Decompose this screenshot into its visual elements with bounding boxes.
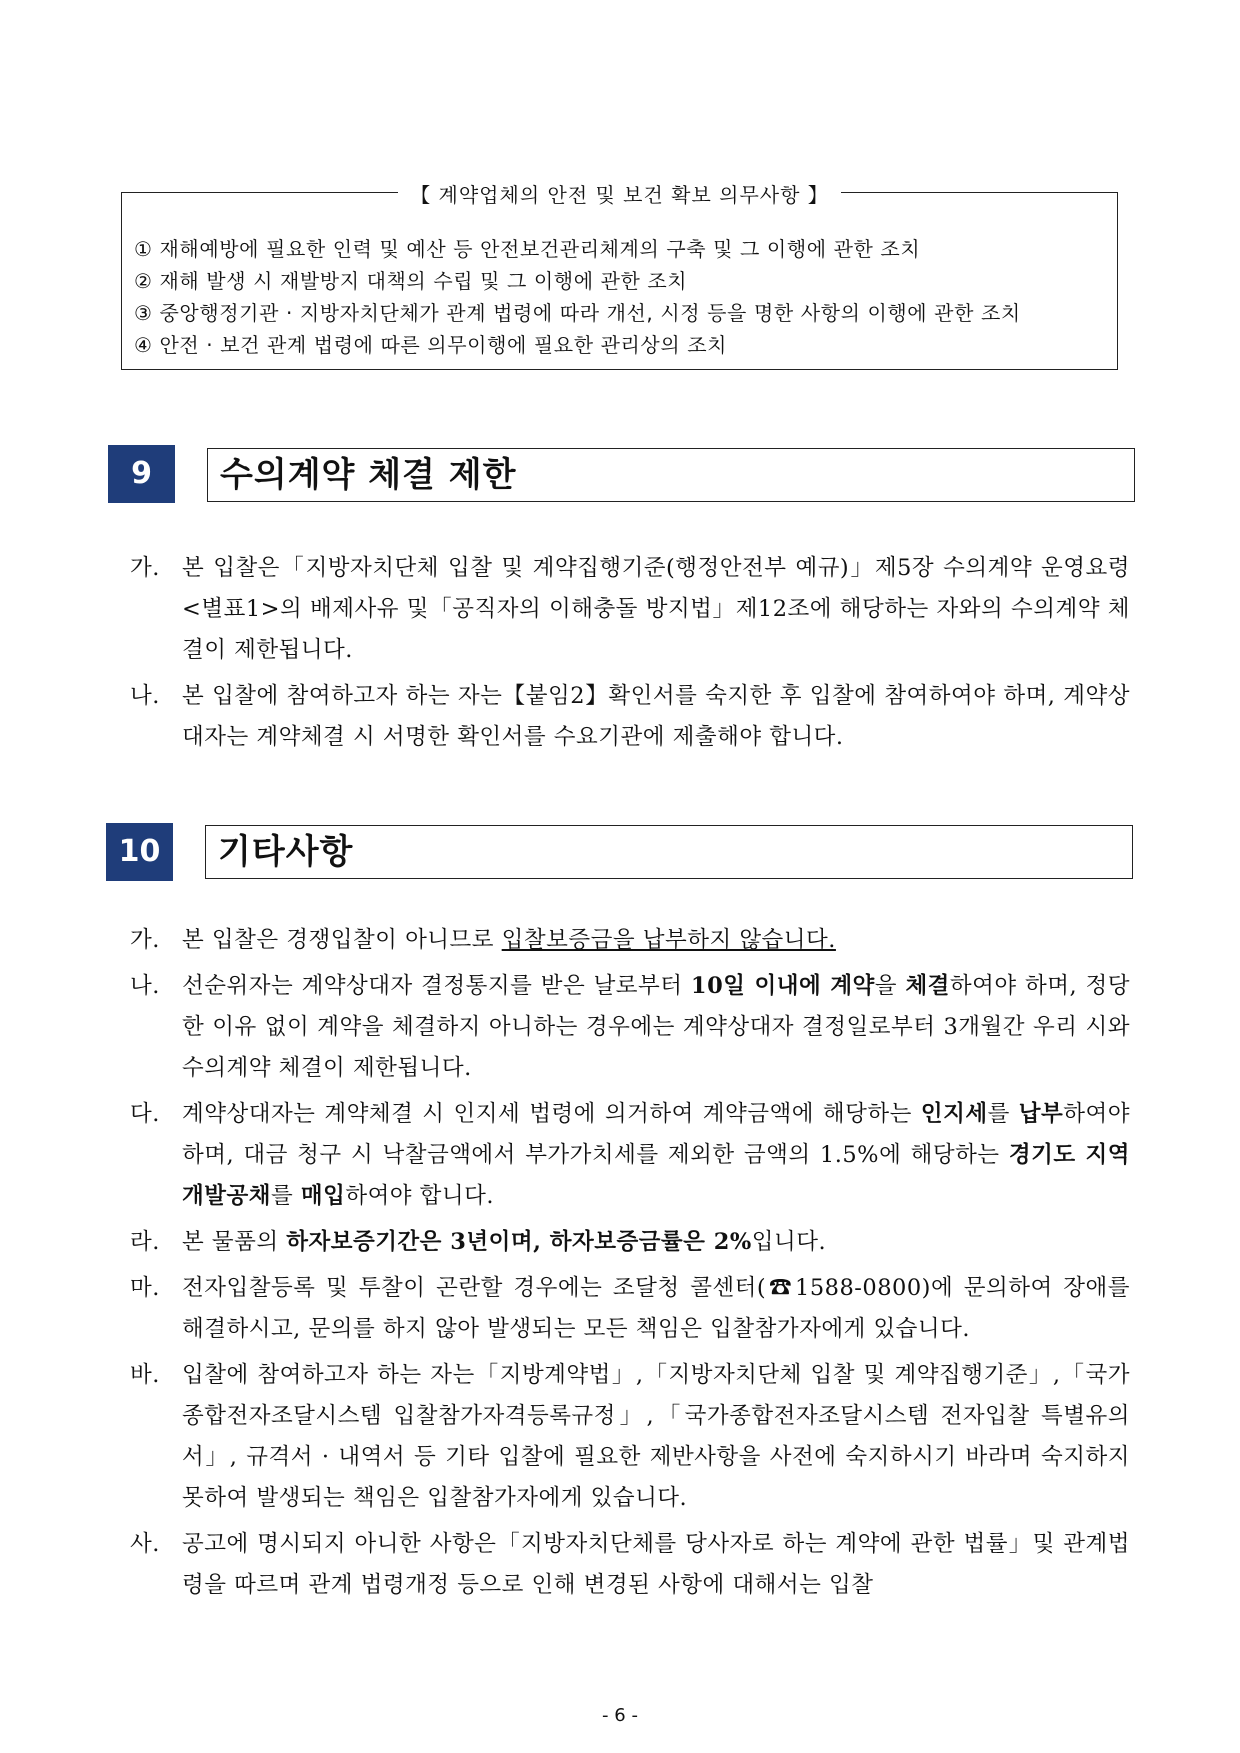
list-item xyxy=(130,1094,1130,1217)
item-marker: 마. xyxy=(130,1275,160,1301)
item-text: 하여야 하며, 대금 청구 시 낙찰금액에서 부가가치세를 제외한 금액의 1.5%에 해당하는 xyxy=(182,1101,1130,1168)
list-item xyxy=(130,1524,1130,1606)
item-text: 본 물품의 xyxy=(182,1229,287,1255)
item-marker: 나. xyxy=(130,973,160,999)
underlined-text: 입찰보증금을 납부하지 않습니다. xyxy=(501,927,836,953)
bold-text: 하자보증기간은 3년이며, 하자보증금률은 2% xyxy=(286,1229,752,1255)
bold-text: 체결 xyxy=(905,973,950,999)
bold-text: 납부 xyxy=(1018,1101,1064,1127)
section-9-title: 수의계약 체결 제한 xyxy=(207,448,1135,502)
item-marker: 가. xyxy=(130,927,160,953)
list-item xyxy=(130,1222,1130,1263)
item-marker: 바. xyxy=(130,1362,160,1388)
list-item xyxy=(130,548,1130,671)
item-text: 전자입찰등록 및 투찰이 곤란할 경우에는 조달청 콜센터(☎1588-0800)에 문의하여 장애를 해결하시고, 문의를 하지 않아 발생되는 모든 책임은 입찰참가자에게 있습니다. xyxy=(182,1275,1130,1342)
bold-text: 매입 xyxy=(300,1183,346,1209)
bold-text: 인지세 xyxy=(920,1101,988,1127)
item-text: 본 입찰에 참여하고자 하는 자는【붙임2】확인서를 숙지한 후 입찰에 참여하여야 하며, 계약상대자는 계약체결 시 서명한 확인서를 수요기관에 제출해야 합니다. xyxy=(182,683,1130,750)
item-marker: 사. xyxy=(130,1531,160,1557)
list-item xyxy=(130,920,1130,961)
list-item xyxy=(130,1355,1130,1519)
list-item xyxy=(130,966,1130,1089)
item-text: 하여야 합니다. xyxy=(345,1183,495,1209)
section-10-title: 기타사항 xyxy=(205,825,1133,879)
bold-text: 경기도 지역개발공채 xyxy=(182,1142,1130,1209)
item-marker: 나. xyxy=(130,683,160,709)
bold-text: 10일 이내에 계약 xyxy=(690,973,875,999)
item-marker: 가. xyxy=(130,555,160,581)
safety-obligations-list xyxy=(134,233,1021,361)
list-item xyxy=(130,1268,1130,1350)
safety-obligations-box xyxy=(121,183,1118,370)
safety-item: ① 재해예방에 필요한 인력 및 예산 등 안전보건관리체계의 구축 및 그 이행에 관한 조치 xyxy=(134,237,921,261)
item-marker: 다. xyxy=(130,1101,160,1127)
safety-box-title: 【 계약업체의 안전 및 보건 확보 의무사항 】 xyxy=(398,183,841,207)
section-9-number: 9 xyxy=(108,445,175,503)
section-10-number: 10 xyxy=(106,823,173,881)
item-text: 본 입찰은「지방자치단체 입찰 및 계약집행기준(행정안전부 예규)」제5장 수의계약 운영요령 <별표1>의 배제사유 및「공직자의 이해충돌 방지법」제12조에 해당하는 자와의 수의계약 체결이 제한됩니다. xyxy=(182,555,1130,663)
item-text: 계약상대자는 계약체결 시 인지세 법령에 의거하여 계약금액에 해당하는 xyxy=(182,1101,921,1127)
safety-item: ④ 안전 · 보건 관계 법령에 따른 의무이행에 필요한 관리상의 조치 xyxy=(134,333,728,357)
item-text: 입찰에 참여하고자 하는 자는「지방계약법」,「지방자치단체 입찰 및 계약집행기준」,「국가종합전자조달시스템 입찰참가자격등록규정」,「국가종합전자조달시스템 전자입찰 특별유의서」, 규격서 · 내역서 등 기타 입찰에 필요한 제반사항을 사전에 숙지하시기 바라며 숙지하지 못하여 발생되는 책임은 입찰참가자에게 있습니다. xyxy=(182,1362,1130,1511)
safety-item: ③ 중앙행정기관 · 지방자치단체가 관계 법령에 따라 개선, 시정 등을 명한 사항의 이행에 관한 조치 xyxy=(134,301,1021,325)
item-marker: 라. xyxy=(130,1229,160,1255)
section-10-items xyxy=(130,920,1130,1611)
item-text: 을 xyxy=(874,973,906,999)
safety-item: ② 재해 발생 시 재발방지 대책의 수립 및 그 이행에 관한 조치 xyxy=(134,269,688,293)
item-text: 공고에 명시되지 아니한 사항은「지방자치단체를 당사자로 하는 계약에 관한 법률」및 관계법령을 따르며 관계 법령개정 등으로 인해 변경된 사항에 대해서는 입찰 xyxy=(182,1531,1130,1598)
item-text: 를 xyxy=(987,1101,1019,1127)
section-9-items xyxy=(130,548,1130,763)
page-number: - 6 - xyxy=(602,1705,638,1726)
safety-box-title-wrap xyxy=(122,179,1117,208)
list-item xyxy=(130,676,1130,758)
item-text: 를 xyxy=(270,1183,301,1209)
item-text: 선순위자는 계약상대자 결정통지를 받은 날로부터 xyxy=(182,973,691,999)
item-text: 입니다. xyxy=(751,1229,827,1255)
item-text: 본 입찰은 경쟁입찰이 아니므로 xyxy=(182,927,502,953)
item-text: 하여야 하며, 정당한 이유 없이 계약을 체결하지 아니하는 경우에는 계약상대자 결정일로부터 3개월간 우리 시와 수의계약 체결이 제한됩니다. xyxy=(182,973,1131,1081)
